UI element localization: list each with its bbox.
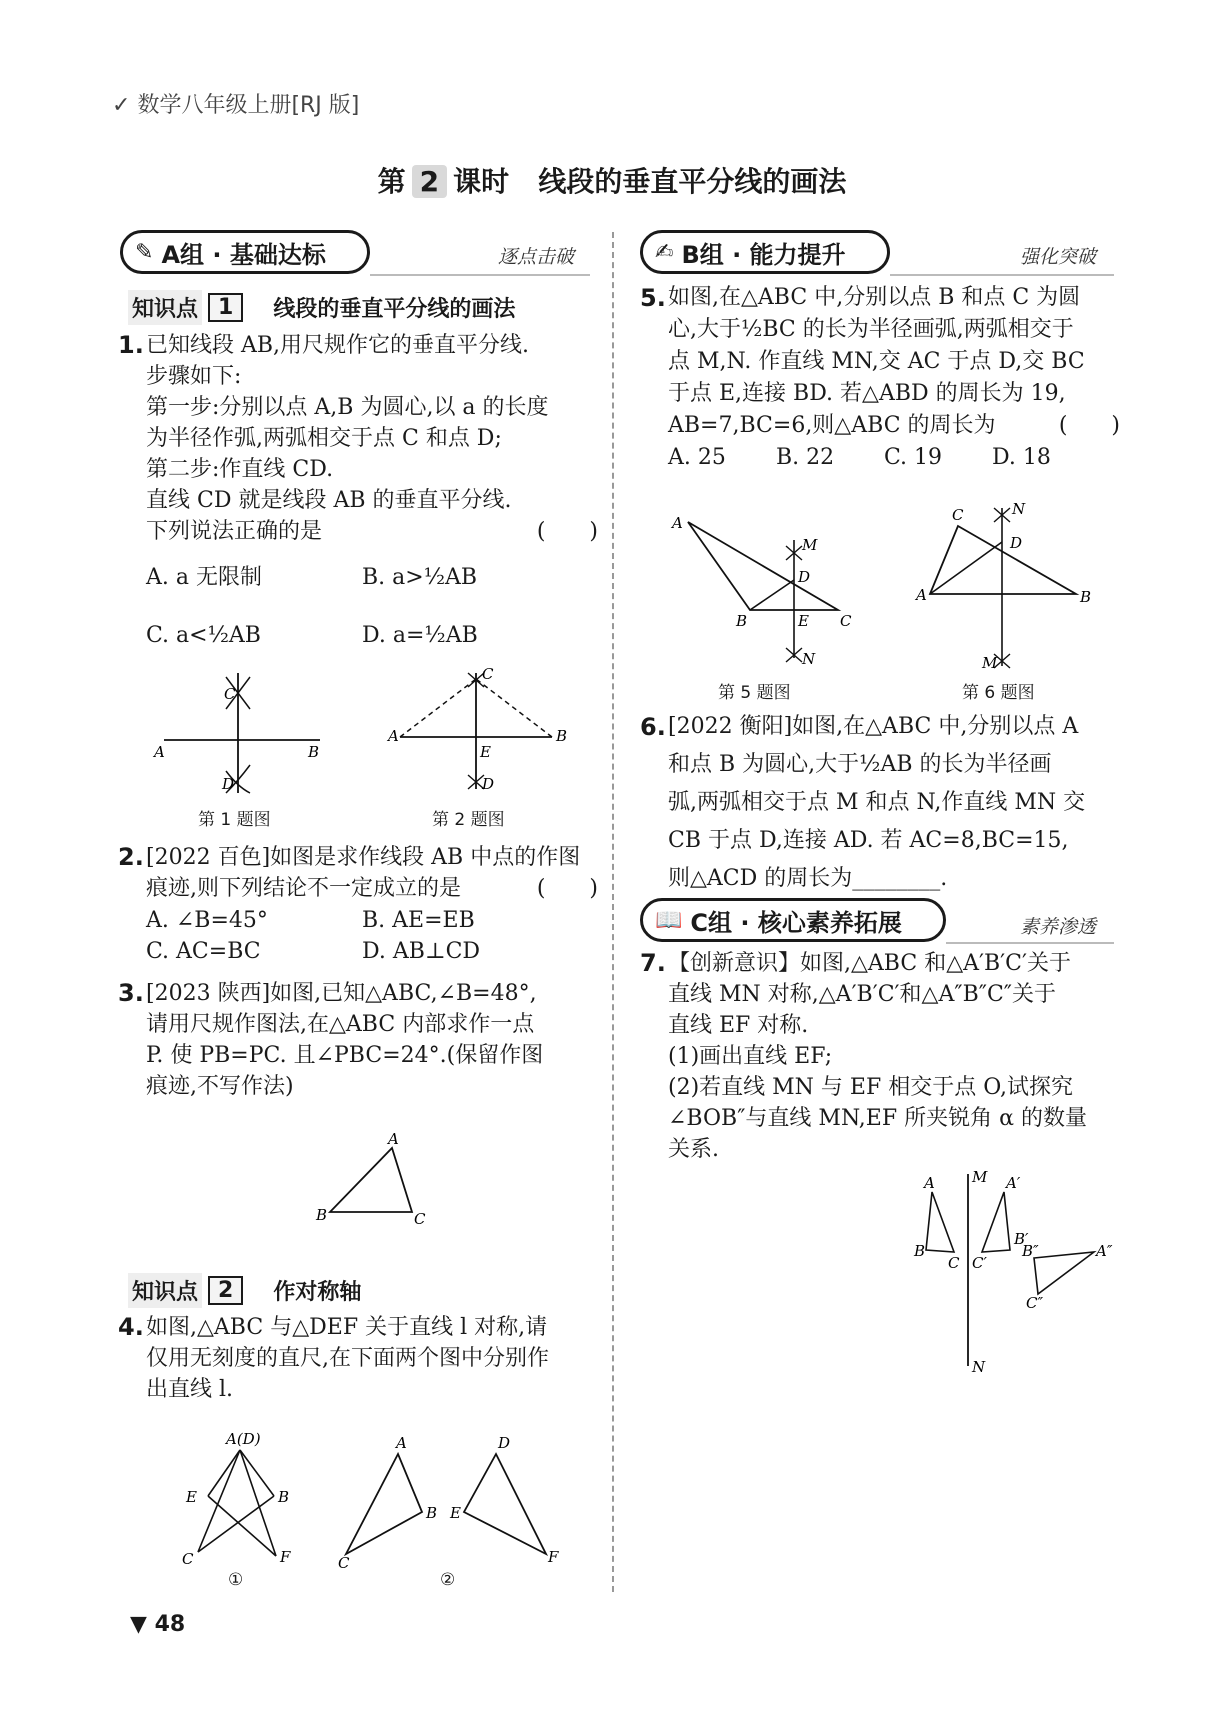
- group-a-rule: [370, 274, 590, 276]
- svg-text:M: M: [802, 536, 818, 554]
- question-number: 2.: [118, 843, 144, 871]
- q5-option-a: A. 25: [668, 445, 726, 470]
- lesson-suffix: 课时: [453, 165, 510, 198]
- answer-blank[interactable]: ( ): [536, 519, 598, 544]
- question-6: [640, 708, 1120, 898]
- svg-text:F: F: [280, 1548, 291, 1566]
- q3-line: 请用尺规作图法,在△ABC 内部求作一点: [146, 1012, 535, 1037]
- lesson-prefix: 第: [377, 165, 406, 198]
- knowledge-point-2: [128, 1273, 361, 1308]
- q6-line: [2022 衡阳]如图,在△ABC 中,分别以点 A: [668, 714, 1079, 739]
- figure-1-caption: 第 1 题图: [198, 810, 271, 830]
- question-number: 4.: [118, 1313, 144, 1341]
- q7-line: 【创新意识】如图,△ABC 和△A′B′C′关于: [668, 951, 1071, 976]
- pencil-ruler-icon: ✎: [135, 239, 154, 265]
- svg-text:M: M: [972, 1168, 988, 1186]
- svg-text:C: C: [224, 685, 236, 703]
- svg-text:E: E: [186, 1488, 197, 1506]
- group-a-label: A组 · 基础达标: [161, 240, 326, 269]
- q1-line: 已知线段 AB,用尺规作它的垂直平分线.: [146, 333, 530, 358]
- q5-option-d: D. 18: [992, 445, 1051, 470]
- q5-option-c: C. 19: [884, 445, 943, 470]
- svg-text:A: A: [154, 743, 165, 761]
- q1-line: 第一步:分别以点 A,B 为圆心,以 a 的长度: [146, 395, 549, 420]
- svg-text:B: B: [316, 1206, 328, 1224]
- svg-text:A′: A′: [1006, 1174, 1021, 1192]
- q6-line: 弧,两弧相交于点 M 和点 N,作直线 MN 交: [668, 790, 1086, 815]
- figure-q3: [312, 1130, 442, 1230]
- q1-option-a: A. a 无限制: [146, 565, 262, 590]
- figure-2-caption: 第 2 题图: [432, 810, 505, 830]
- svg-text:B: B: [426, 1504, 438, 1522]
- question-4: [118, 1312, 598, 1405]
- svg-text:A: A: [388, 1130, 399, 1148]
- svg-text:C: C: [840, 612, 852, 630]
- q2-option-b: B. AE=EB: [362, 908, 475, 933]
- q5-line: 点 M,N. 作直线 MN,交 AC 于点 D,交 BC: [668, 349, 1085, 374]
- q6-line: CB 于点 D,连接 AD. 若 AC=8,BC=15,: [668, 828, 1069, 853]
- svg-text:B″: B″: [1022, 1242, 1039, 1260]
- q2-line: [2022 百色]如图是求作线段 AB 中点的作图: [146, 845, 581, 870]
- figure-4-2-caption: ②: [440, 1570, 456, 1590]
- svg-text:A: A: [924, 1174, 935, 1192]
- figure-q6: [912, 498, 1102, 678]
- svg-text:C: C: [948, 1254, 960, 1272]
- figure-q4-1: [180, 1428, 310, 1568]
- svg-text:C: C: [338, 1554, 350, 1572]
- group-b-label: B组 · 能力提升: [681, 240, 846, 269]
- q3-line: [2023 陕西]如图,已知△ABC,∠B=48°,: [146, 981, 537, 1006]
- figure-q5: [668, 508, 868, 678]
- lesson-topic: 线段的垂直平分线的画法: [538, 165, 847, 198]
- svg-text:B: B: [278, 1488, 290, 1506]
- svg-text:B: B: [914, 1242, 926, 1260]
- question-number: 5.: [640, 284, 666, 312]
- q3-line: 痕迹,不写作法): [146, 1074, 294, 1099]
- question-7: [640, 948, 1120, 1165]
- q7-line: 直线 EF 对称.: [668, 1013, 809, 1038]
- question-number: 1.: [118, 331, 144, 359]
- q3-line: P. 使 PB=PC. 且∠PBC=24°.(保留作图: [146, 1043, 544, 1068]
- q7-line: (1)画出直线 EF;: [668, 1044, 833, 1069]
- kp1-title: 线段的垂直平分线的画法: [273, 297, 516, 322]
- kp2-number: 2: [208, 1276, 243, 1305]
- book-header: ✓ 数学八年级上册[RJ 版]: [112, 93, 360, 118]
- question-2: [118, 842, 598, 904]
- group-b-tag: 强化突破: [1020, 246, 1097, 268]
- column-divider: [612, 232, 614, 1592]
- question-number: 6.: [640, 713, 666, 741]
- q4-line: 如图,△ABC 与△DEF 关于直线 l 对称,请: [146, 1315, 548, 1340]
- svg-text:C: C: [182, 1550, 194, 1568]
- q6-line: 和点 B 为圆心,大于½AB 的长为半径画: [668, 752, 1052, 777]
- svg-text:B: B: [556, 727, 568, 745]
- q1-line: 步骤如下:: [146, 364, 242, 389]
- book-title: 数学八年级上册[RJ 版]: [137, 93, 360, 118]
- page-number-value: 48: [154, 1612, 186, 1637]
- svg-text:D: D: [1010, 534, 1023, 552]
- svg-text:A: A: [916, 586, 927, 604]
- q4-line: 仅用无刻度的直尺,在下面两个图中分别作: [146, 1346, 549, 1371]
- q1-line: 第二步:作直线 CD.: [146, 457, 334, 482]
- svg-text:B: B: [1080, 588, 1092, 606]
- q1-line: 直线 CD 就是线段 AB 的垂直平分线.: [146, 488, 512, 513]
- group-b-banner: [640, 230, 890, 274]
- svg-text:N: N: [802, 650, 816, 668]
- q2-option-a: A. ∠B=45°: [146, 908, 268, 933]
- svg-text:M: M: [982, 654, 998, 672]
- svg-text:E: E: [480, 743, 491, 761]
- figure-q1: [150, 665, 340, 795]
- svg-text:F: F: [548, 1548, 559, 1566]
- svg-text:E: E: [450, 1504, 461, 1522]
- q1-option-d: D. a=½AB: [362, 623, 478, 648]
- svg-text:C: C: [952, 506, 964, 524]
- lesson-number: 2: [412, 165, 447, 198]
- q7-line: ∠BOB″与直线 MN,EF 所夹锐角 α 的数量: [668, 1106, 1087, 1131]
- svg-text:D: D: [482, 775, 495, 793]
- group-c-tag: 素养渗透: [1020, 916, 1097, 938]
- group-c-label: C组 · 核心素养拓展: [690, 908, 902, 937]
- q5-line: 于点 E,连接 BD. 若△ABD 的周长为 19,: [668, 381, 1066, 406]
- answer-blank[interactable]: ( ): [1058, 413, 1120, 438]
- figure-q2: [384, 665, 568, 795]
- svg-text:D: D: [798, 568, 811, 586]
- group-a-tag: 逐点击破: [498, 246, 575, 268]
- figure-q7: [904, 1168, 1124, 1378]
- svg-text:A″: A″: [1096, 1242, 1113, 1260]
- q5-option-b: B. 22: [776, 445, 835, 470]
- question-5: [640, 282, 1120, 474]
- svg-text:A: A: [396, 1434, 407, 1452]
- group-c-rule: [946, 942, 1114, 944]
- kp1-number: 1: [208, 293, 243, 322]
- svg-text:D: D: [222, 775, 235, 793]
- kp2-label: 知识点: [128, 1273, 202, 1308]
- svg-text:A: A: [388, 727, 399, 745]
- figure-5-caption: 第 5 题图: [718, 683, 791, 703]
- svg-text:C: C: [414, 1210, 426, 1228]
- q4-line: 出直线 l.: [146, 1377, 234, 1402]
- svg-text:N: N: [972, 1358, 986, 1376]
- q2-option-c: C. AC=BC: [146, 939, 261, 964]
- svg-text:C′: C′: [972, 1254, 987, 1272]
- question-number: 3.: [118, 979, 144, 1007]
- figure-4-1-caption: ①: [228, 1570, 244, 1590]
- q5-line: 心,大于½BC 的长为半径画弧,两弧相交于: [668, 317, 1074, 342]
- group-a-banner: [120, 230, 370, 274]
- q1-option-b: B. a>½AB: [362, 565, 478, 590]
- knowledge-point-1: [128, 290, 515, 325]
- figure-6-caption: 第 6 题图: [962, 683, 1035, 703]
- q7-line: (2)若直线 MN 与 EF 相交于点 O,试探究: [668, 1075, 1073, 1100]
- q1-line: 下列说法正确的是: [146, 519, 323, 544]
- svg-text:A(D): A(D): [226, 1430, 261, 1448]
- question-number: 7.: [640, 949, 666, 977]
- notepad-pencil-icon: ✍: [655, 239, 674, 265]
- answer-blank[interactable]: ( ): [536, 876, 598, 901]
- svg-text:A: A: [672, 514, 683, 532]
- q2-option-d: D. AB⊥CD: [362, 939, 481, 964]
- svg-text:C″: C″: [1026, 1294, 1044, 1312]
- group-c-banner: [640, 898, 946, 942]
- svg-text:E: E: [798, 612, 809, 630]
- group-b-rule: [890, 274, 1114, 276]
- page-number: ▼ 48: [130, 1612, 186, 1637]
- q1-option-c: C. a<½AB: [146, 623, 261, 648]
- q6-line: 则△ACD 的周长为________.: [668, 866, 948, 891]
- q5-line: 如图,在△ABC 中,分别以点 B 和点 C 为圆: [668, 285, 1081, 310]
- question-3: [118, 978, 598, 1102]
- q1-line: 为半径作弧,两弧相交于点 C 和点 D;: [146, 426, 502, 451]
- svg-text:B: B: [308, 743, 320, 761]
- svg-text:B: B: [736, 612, 748, 630]
- lesson-title: [0, 160, 1224, 200]
- kp1-label: 知识点: [128, 290, 202, 325]
- open-book-icon: 📖: [655, 907, 683, 933]
- q2-line: 痕迹,则下列结论不一定成立的是: [146, 876, 461, 901]
- q7-line: 直线 MN 对称,△A′B′C′和△A″B″C″关于: [668, 982, 1057, 1007]
- svg-text:C: C: [482, 665, 494, 683]
- kp2-title: 作对称轴: [273, 1280, 362, 1305]
- q5-line: AB=7,BC=6,则△ABC 的周长为: [668, 413, 996, 438]
- svg-text:D: D: [498, 1434, 511, 1452]
- svg-text:N: N: [1012, 500, 1026, 518]
- svg-text:B′: B′: [1014, 1230, 1029, 1248]
- question-1: [118, 330, 598, 547]
- q7-line: 关系.: [668, 1137, 719, 1162]
- figure-q4-2: [336, 1428, 576, 1572]
